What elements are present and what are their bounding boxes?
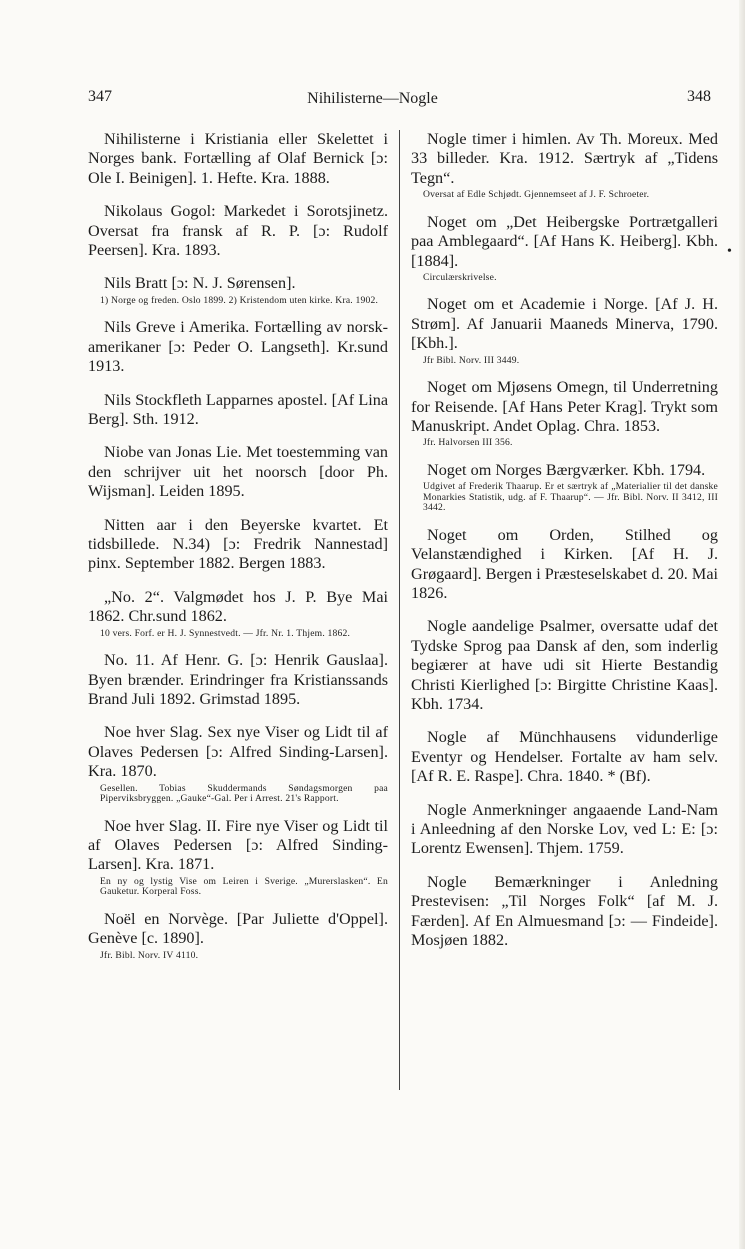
catalog-entry: Nogle af Münchhausens vidunderlige Eventyr og Hendelser. Fortalte av ham selv. [Af R. E. Raspe]. Chra. 1840. * (Bf). [411, 728, 718, 786]
catalog-entry: Nils Bratt [ɔ: N. J. Sørensen]. [104, 274, 296, 293]
catalog-entry: Nitten aar i den Beyerske kvartet. Et tidsbillede. N.34) [ɔ: Fredrik Nannestad] pinx. September 1882. Bergen 1883. [88, 515, 388, 573]
catalog-entry: Noget om Norges Bærgværker. Kbh. 1794. [427, 460, 706, 479]
catalog-entry: Noël en Norvège. [Par Juliette d'Oppel]. Genève [c. 1890]. [88, 909, 388, 948]
catalog-entry: Nikolaus Gogol: Markedet i Sorotsjinetz. Oversat fra fransk af R. P. [ɔ: Rudolf Peersen]. Kra. 1893. [88, 202, 388, 260]
bibliographic-note: Udgivet af Frederik Thaarup. Er et særtryk af „Materialier til det danske Monarkies Statistik, udg. af F. Thaarup“. — Jfr. Bibl. Norv. II 3412, III 3442. [423, 481, 718, 514]
page-number-left: 347 [88, 88, 112, 105]
catalog-entry: Noget om „Det Heibergske Portrætgalleri paa Amblegaard“. [Af Hans K. Heiberg]. Kbh. [1884]. [411, 212, 718, 270]
catalog-entry: Noget om Orden, Stilhed og Velanstændighed i Kirken. [Af H. J. Grøgaard]. Bergen i Præsteselskabet d. 20. Mai 1826. [411, 525, 718, 602]
catalog-entry: Noe hver Slag. II. Fire nye Viser og Lidt til af Olaves Pedersen [ɔ: Alfred Sinding-Larsen]. Kra. 1871. [88, 816, 388, 874]
bibliographic-note: 1) Norge og freden. Oslo 1899. 2) Kristendom uten kirke. Kra. 1902. [100, 294, 379, 306]
right-column [411, 130, 718, 965]
bibliographic-note: Jfr. Halvorsen III 356. [423, 437, 513, 449]
catalog-entry: Nogle aandelige Psalmer, oversatte udaf det Tydske Sprog paa Dansk af den, som inderlig begiærer at have udi sit Hierte Bestandig Christi Kierlighed [ɔ: Birgitte Christine Kaas]. Kbh. 1734. [411, 617, 718, 714]
catalog-entry: Nogle Bemærkninger i Anledning Prestevisen: „Til Norges Folk“ [af M. J. Færden]. Af En Almuesmand [ɔ: — Findeide]. Mosjøen 1882. [411, 872, 718, 950]
left-column [88, 130, 388, 973]
bibliographic-note: Oversat af Edle Schjødt. Gjennemseet af J. F. Schroeter. [423, 189, 650, 201]
catalog-entry: „No. 2“. Valgmødet hos J. P. Bye Mai 1862. Chr.sund 1862. [88, 587, 388, 626]
bibliographic-note: Jfr. Bibl. Norv. IV 4110. [100, 949, 199, 961]
bibliographic-note: En ny og lystig Vise om Leiren i Sverige. „Murerslasken“. En Gauketur. Korperal Foss. [100, 875, 388, 898]
catalog-entry: Noget om et Academie i Norge. [Af J. H. Strøm]. Af Januarii Maaneds Minerva, 1790. [Kbh.]. [411, 295, 718, 353]
catalog-entry: Nogle timer i himlen. Av Th. Moreux. Med 33 billeder. Kra. 1912. Særtryk af „Tidens Tegn“. [411, 130, 718, 187]
bibliographic-note: Circulærskrivelse. [423, 271, 497, 283]
catalog-entry: No. 11. Af Henr. G. [ɔ: Henrik Gauslaa]. Byen brænder. Erindringer fra Kristianssands Brand Juli 1892. Grimstad 1895. [88, 651, 388, 708]
page-edge-shadow [739, 0, 745, 1249]
catalog-entry: Nihilisterne i Kristiania eller Skelettet i Norges bank. Fortælling af Olaf Bernick [ɔ: Ole I. Beinigen]. 1. Hefte. Kra. 1888. [88, 130, 388, 187]
margin-dot: • [727, 244, 732, 259]
running-title: Nihilisterne—Nogle [307, 90, 438, 107]
catalog-entry: Noget om Mjøsens Omegn, til Underretning for Reisende. [Af Hans Peter Krag]. Trykt som Manuskript. Andet Oplag. Chra. 1853. [411, 378, 718, 435]
bibliographic-note: Jfr Bibl. Norv. III 3449. [423, 354, 520, 366]
catalog-entry: Nogle Anmerkninger angaaende Land-Nam i Anleedning af den Norske Lov, ved L: E: [ɔ: Lorentz Ewensen]. Thjem. 1759. [411, 800, 718, 858]
page-number-right: 348 [687, 88, 711, 105]
bibliographic-note: 10 vers. Forf. er H. J. Synnestvedt. — Jfr. Nr. 1. Thjem. 1862. [100, 627, 351, 639]
catalog-entry: Noe hver Slag. Sex nye Viser og Lidt til af Olaves Pedersen [ɔ: Alfred Sinding-Larsen]. Kra. 1870. [88, 723, 388, 781]
catalog-entry: Niobe van Jonas Lie. Met toestemming van den schrijver uit het noorsch [door Ph. Wijsman]. Leiden 1895. [88, 443, 388, 501]
catalog-entry: Nils Stockfleth Lapparnes apostel. [Af Lina Berg]. Sth. 1912. [88, 390, 388, 428]
catalog-entry: Nils Greve i Amerika. Fortælling av norsk-amerikaner [ɔ: Peder O. Langseth]. Kr.sund 1913. [88, 318, 388, 376]
bibliographic-note: Gesellen. Tobias Skuddermands Søndagsmorgen paa Piperviksbryggen. „Gauke“-Gal. Per i Arrest. 21's Rapport. [100, 782, 388, 805]
column-divider [399, 130, 400, 1090]
